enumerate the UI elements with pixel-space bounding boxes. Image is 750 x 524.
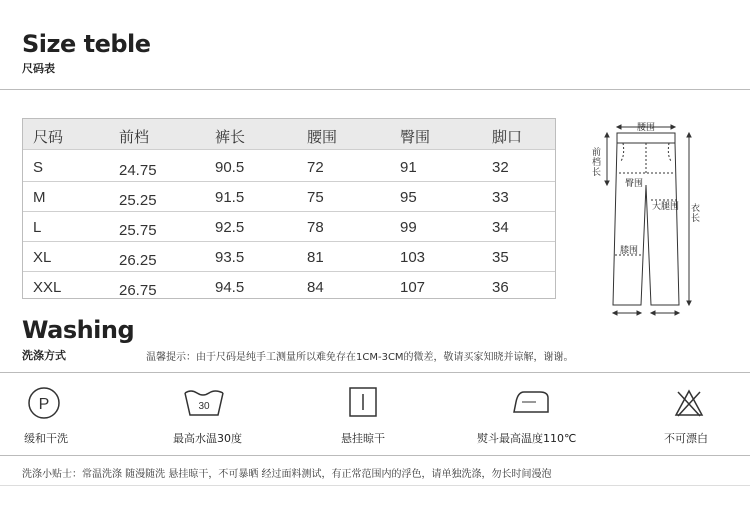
front-rise-cell: 26.75 [119, 282, 157, 299]
hang-dry-icon [348, 386, 378, 418]
washing-divider [0, 372, 750, 373]
size-cell: XXL [33, 279, 62, 296]
column-header: 前档 [119, 129, 150, 146]
hem-cell: 35 [492, 249, 509, 266]
length-label: 衣长 [691, 204, 701, 224]
front-rise-cell: 25.75 [119, 222, 157, 239]
dry-clean-p-icon [26, 385, 62, 421]
table-row [23, 212, 555, 242]
waist-cell: 75 [307, 189, 324, 206]
waist-cell: 81 [307, 249, 324, 266]
hip-cell: 107 [400, 279, 426, 296]
care-label-iron: 熨斗最高温度110℃ [477, 432, 577, 445]
table-row [23, 182, 555, 212]
care-label-wash-temp: 最高水温30度 [173, 432, 242, 445]
header-divider [0, 89, 750, 90]
wash-tub-30-icon [182, 387, 226, 419]
table-row [23, 272, 555, 302]
waistband-shape [617, 133, 675, 143]
table-header-row [23, 119, 555, 149]
waist-cell: 78 [307, 219, 324, 236]
front-rise-cell: 26.25 [119, 252, 157, 269]
front-rise-cell: 24.75 [119, 162, 157, 179]
table-row [23, 152, 555, 182]
hem-cell: 34 [492, 219, 509, 236]
care-label-hang-dry: 悬挂晾干 [341, 432, 385, 445]
size-cell: XL [33, 249, 52, 266]
waist-cell: 84 [307, 279, 324, 296]
hem-cell: 32 [492, 159, 509, 176]
wash-temperature-text: 30 [198, 401, 210, 412]
iron-icon [510, 388, 552, 418]
hem-cell: 36 [492, 279, 509, 296]
hip-cell: 95 [400, 189, 417, 206]
column-header: 腰围 [307, 129, 338, 146]
size-cell: M [33, 189, 46, 206]
front-rise-cell: 25.25 [119, 192, 157, 209]
hem-cell: 33 [492, 189, 509, 206]
size-notice: 温馨提示：由于尺码是纯手工测量所以难免存在1CM-3CM的微差，敬请买家知晓并谅解，谢谢。 [146, 352, 574, 363]
column-header: 裤长 [215, 129, 246, 146]
length-cell: 94.5 [215, 279, 245, 296]
waist-cell: 72 [307, 159, 324, 176]
care-label-dry-clean: 缓和干洗 [24, 432, 68, 445]
care-label-no-bleach: 不可漂白 [664, 432, 708, 445]
washing-tips: 洗涤小贴士：常温洗涤 随漫随洗 悬挂晾干，不可暴晒 经过面料测试，有正常范围内的浮色，请单独洗涤，勿长时间漫泡 [22, 469, 552, 480]
knee-label: 膝围 [620, 246, 639, 256]
washing-title: Washing [22, 316, 135, 344]
size-table [22, 118, 556, 299]
waist-label: 腰围 [637, 123, 656, 133]
column-header: 脚口 [492, 129, 523, 146]
table-row [23, 242, 555, 272]
no-bleach-icon [674, 388, 704, 418]
size-cell: L [33, 219, 42, 236]
care-divider [0, 455, 750, 456]
footer-divider [0, 485, 750, 486]
page-subtitle: 尺码表 [22, 62, 55, 75]
length-cell: 90.5 [215, 159, 245, 176]
hip-cell: 103 [400, 249, 426, 266]
washing-subtitle: 洗涤方式 [22, 349, 66, 362]
size-cell: S [33, 159, 44, 176]
hip-label: 臀围 [625, 179, 644, 189]
length-cell: 93.5 [215, 249, 245, 266]
thigh-label: 大腿围 [652, 202, 680, 212]
column-header: 尺码 [33, 129, 64, 146]
hip-cell: 91 [400, 159, 417, 176]
hip-cell: 99 [400, 219, 417, 236]
page-title: Size teble [22, 30, 151, 58]
column-header: 臀围 [400, 129, 431, 146]
length-cell: 92.5 [215, 219, 245, 236]
svg-text:P: P [38, 396, 50, 413]
length-cell: 91.5 [215, 189, 245, 206]
front-rise-label: 前档长 [592, 148, 602, 178]
row-divider [23, 149, 555, 150]
